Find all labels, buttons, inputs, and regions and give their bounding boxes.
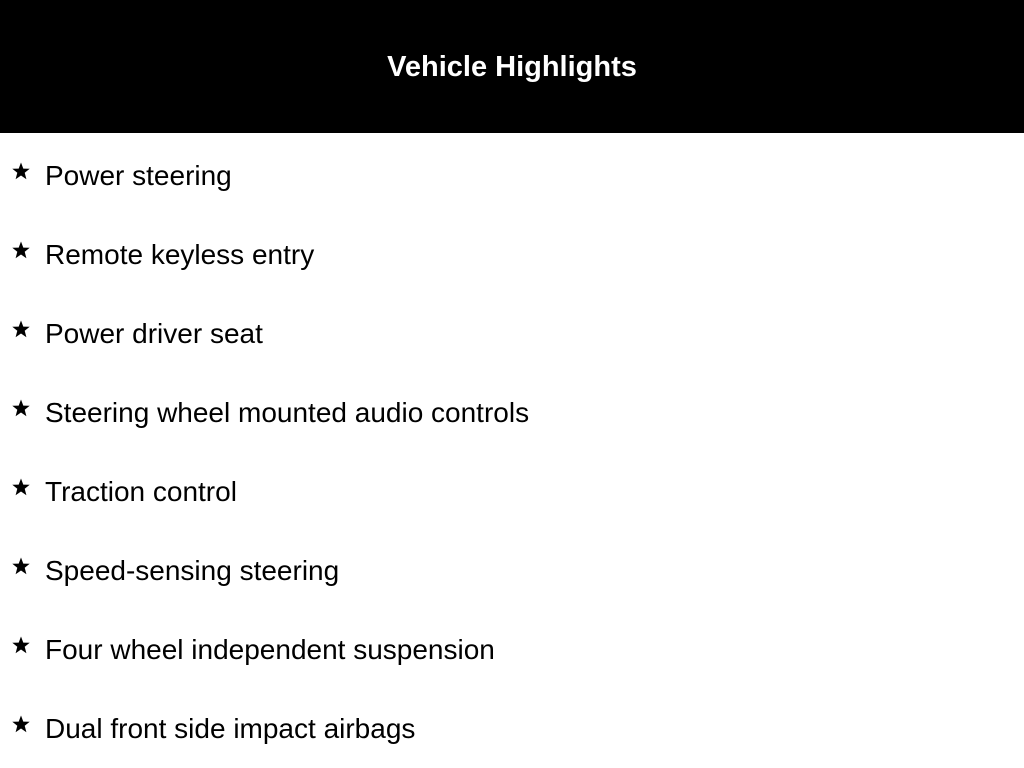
feature-label: Power driver seat: [45, 318, 263, 349]
star-icon: [11, 240, 31, 260]
feature-label: Power steering: [45, 160, 232, 191]
list-item: [0, 706, 1024, 746]
header-bar: [0, 0, 1024, 133]
star-icon: [11, 635, 31, 655]
feature-label: Remote keyless entry: [45, 239, 315, 270]
feature-label: Four wheel independent suspension: [45, 634, 495, 665]
star-icon: [11, 714, 31, 734]
list-item: [0, 153, 1024, 193]
feature-label: Speed-sensing steering: [45, 555, 340, 586]
list-item: [0, 232, 1024, 272]
list-item: [0, 469, 1024, 509]
feature-label: Steering wheel mounted audio controls: [45, 397, 530, 428]
feature-label: Dual front side impact airbags: [45, 713, 416, 744]
star-icon: [11, 161, 31, 181]
star-icon: [11, 477, 31, 497]
list-item: [0, 390, 1024, 430]
page-title: Vehicle Highlights: [387, 51, 637, 83]
star-icon: [11, 319, 31, 339]
list-item: [0, 548, 1024, 588]
star-icon: [11, 556, 31, 576]
list-item: [0, 627, 1024, 667]
feature-label: Traction control: [45, 476, 237, 507]
list-item: [0, 311, 1024, 351]
star-icon: [11, 398, 31, 418]
